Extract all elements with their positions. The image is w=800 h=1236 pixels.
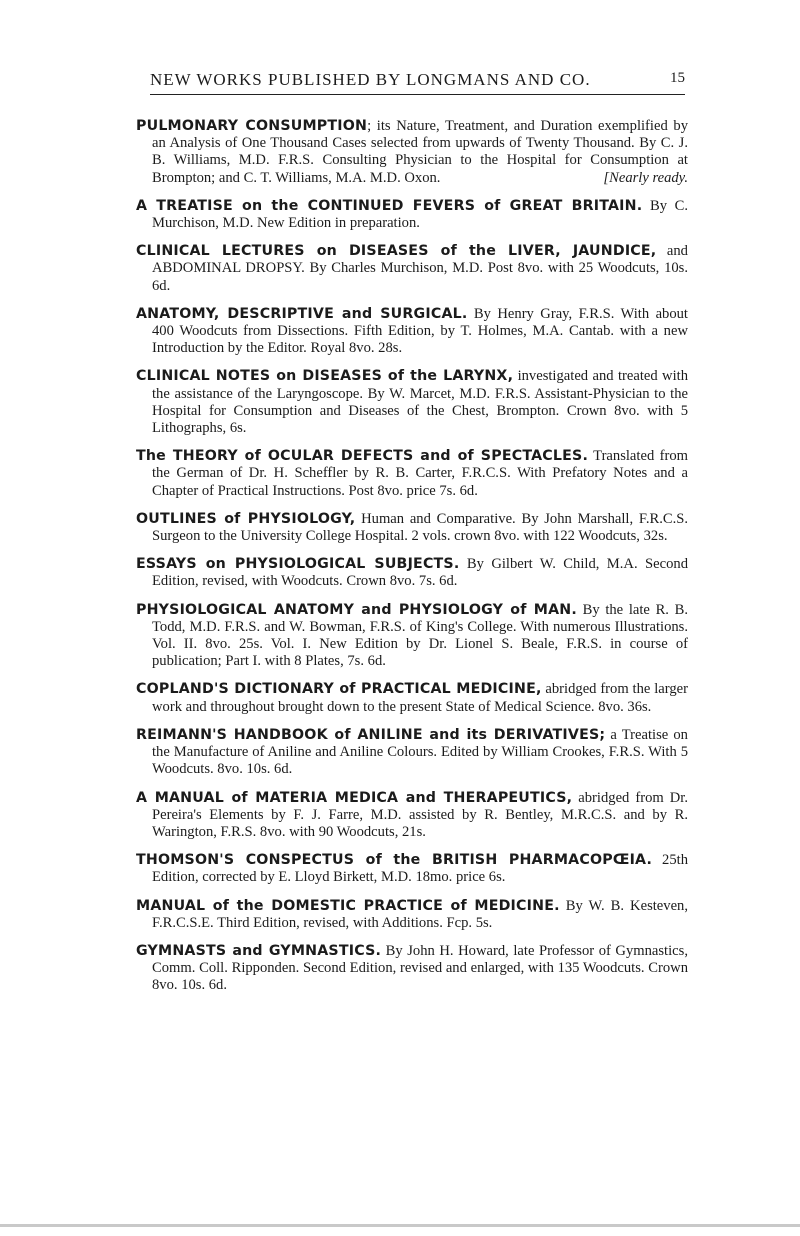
catalogue-entry — [136, 852, 688, 886]
entry-text: By C. Murchison, M.D. New Edition in preparation. — [152, 197, 688, 232]
entry-text: Translated from the German of Dr. H. Scheffler by R. B. Carter, F.R.C.S. With Prefatory Notes and a Chapter of Practical Instructions. Post 8vo. price 7s. 6d. — [152, 448, 688, 499]
catalogue-entry — [136, 943, 688, 995]
running-header — [150, 70, 685, 95]
catalogue-entry — [136, 368, 688, 437]
entry-title: ESSAYS on PHYSIOLOGICAL SUBJECTS. — [136, 556, 460, 573]
entry-text: By Henry Gray, F.R.S. With about 400 Woodcuts from Dissections. Fifth Edition, by T. Holmes, M.A. Cantab. with a new Introduction by the Editor. Royal 8vo. 28s. — [152, 305, 688, 357]
entry-title: A MANUAL of MATERIA MEDICA and THERAPEUTICS, — [136, 789, 573, 806]
entry-text: investigated and treated with the assistance of the Laryngoscope. By W. Marcet, M.D. F.R.S. Assistant-Physician to the Hospital for Consumption and Diseases of the Chest, Brompton. Crown 8vo. with 5 Lithographs, 6s. — [152, 368, 688, 437]
catalogue-entry — [136, 511, 688, 545]
entry-text: a Treatise on the Manufacture of Aniline and Aniline Colours. Edited by William Crookes, F.R.S. With 5 Woodcuts. 8vo. 10s. 6d. — [152, 726, 688, 778]
catalogue-entry — [136, 556, 688, 590]
entry-title: MANUAL of the DOMESTIC PRACTICE of MEDICINE. — [136, 897, 560, 914]
catalogue-entry — [136, 681, 688, 715]
catalogue-entry — [136, 243, 688, 295]
running-title: NEW WORKS PUBLISHED BY LONGMANS AND CO. — [150, 70, 591, 89]
entry-text: By W. B. Kesteven, F.R.C.S.E. Third Edition, revised, with Additions. Fcp. 5s. — [152, 897, 688, 931]
entry-title: CLINICAL LECTURES on DISEASES of the LIVER, JAUNDICE, — [136, 243, 657, 260]
catalogue-entry — [136, 448, 688, 500]
entry-text: ; its Nature, Treatment, and Duration exemplified by an Analysis of One Thousand Cases selected from upwards of Twenty Thousand. By C. J. B. Williams, M.D. F.R.S. Consulting Physician to the Hospital for Consumption at Brompton; and C. T. Williams, M.A. M.D. Oxon. — [152, 118, 688, 186]
entry-title: CLINICAL NOTES on DISEASES of the LARYNX, — [136, 368, 514, 385]
entry-text: Human and Comparative. By John Marshall, F.R.C.S. Surgeon to the University College Hospital. 2 vols. crown 8vo. with 122 Woodcuts, 32s. — [152, 510, 688, 545]
entry-text: abridged from the larger work and throughout brought down to the present State of Medical Science. 8vo. 36s. — [152, 681, 688, 715]
page-number: 15 — [670, 70, 685, 86]
entry-note: [Nearly ready. — [603, 169, 688, 186]
catalogue-entry — [136, 306, 688, 358]
entry-title: REIMANN'S HANDBOOK of ANILINE and its DERIVATIVES; — [136, 726, 606, 743]
entry-title: PULMONARY CONSUMPTION — [136, 118, 368, 134]
entry-text: and ABDOMINAL DROPSY. By Charles Murchison, M.D. Post 8vo. with 25 Woodcuts, 10s. 6d. — [152, 243, 688, 294]
entry-text: By John H. Howard, late Professor of Gymnastics, Comm. Coll. Ripponden. Second Edition, revised and enlarged, with 135 Woodcuts. Crown 8vo. 10s. 6d. — [152, 942, 688, 994]
entry-title: OUTLINES of PHYSIOLOGY, — [136, 510, 356, 527]
entry-text: By Gilbert W. Child, M.A. Second Edition, revised, with Woodcuts. Crown 8vo. 7s. 6d. — [152, 556, 688, 590]
entry-text: abridged from Dr. Pereira's Elements by F. J. Farre, M.D. assisted by R. Bentley, M.R.C.S. and by R. Warington, F.R.S. 8vo. with 90 Woodcuts, 21s. — [152, 789, 688, 840]
entry-text: By the late R. B. Todd, M.D. F.R.S. and W. Bowman, F.R.S. of King's College. With numerous Illustrations. Vol. II. 8vo. 25s. Vol. I. New Edition by Dr. Lionel S. Beale, F.R.S. in course of publication; Part I. with 8 Plates, 7s. 6d. — [152, 601, 689, 670]
catalogue-entry — [136, 727, 688, 779]
catalogue-entry — [136, 790, 688, 842]
entry-title: ANATOMY, DESCRIPTIVE and SURGICAL. — [136, 305, 468, 322]
entry-title: PHYSIOLOGICAL ANATOMY and PHYSIOLOGY of MAN. — [136, 601, 577, 618]
entry-title: COPLAND'S DICTIONARY of PRACTICAL MEDICINE, — [136, 681, 542, 698]
catalogue-entries — [136, 118, 688, 1006]
entry-title: THOMSON'S CONSPECTUS of the BRITISH PHARMACOPŒIA. — [136, 852, 653, 869]
entry-title: GYMNASTS and GYMNASTICS. — [136, 942, 382, 959]
catalogue-entry — [136, 898, 688, 932]
catalogue-entry — [136, 602, 688, 671]
page-bottom-edge — [0, 1224, 800, 1227]
catalogue-entry — [136, 198, 688, 232]
entry-title: The THEORY of OCULAR DEFECTS and of SPECTACLES. — [136, 448, 589, 465]
entry-text: 25th Edition, corrected by E. Lloyd Birkett, M.D. 18mo. price 6s. — [152, 852, 688, 886]
entry-title: A TREATISE on the CONTINUED FEVERS of GREAT BRITAIN. — [136, 197, 643, 214]
catalogue-entry — [136, 118, 688, 187]
